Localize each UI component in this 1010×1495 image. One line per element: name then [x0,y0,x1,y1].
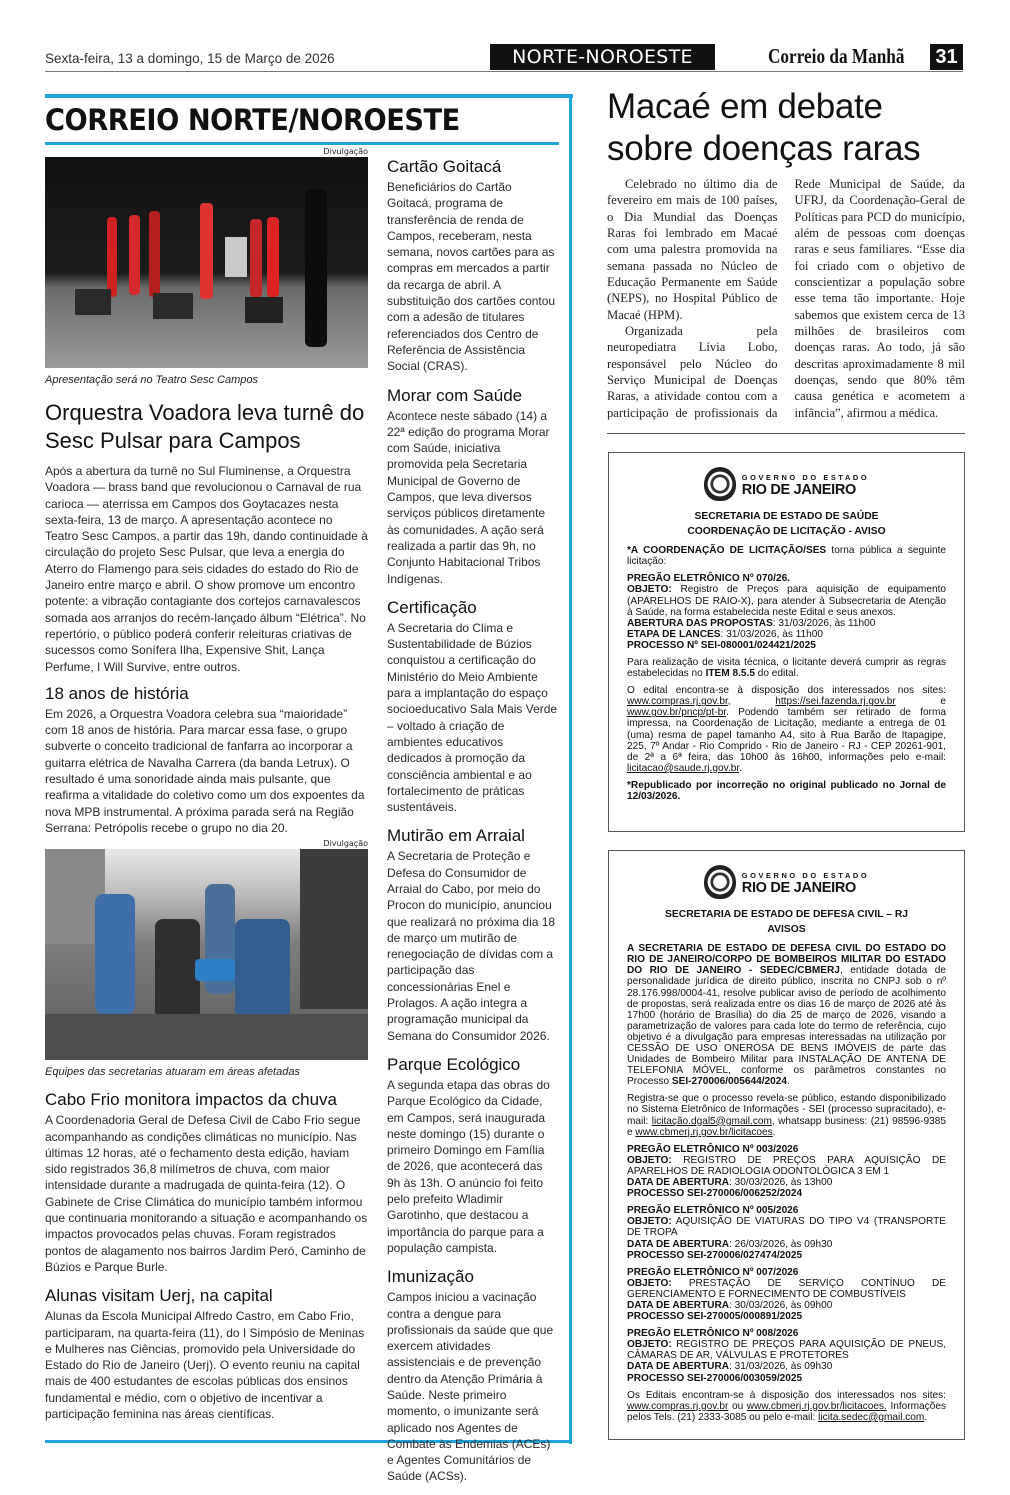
notice-text-segment: : 30/03/2026, às 09h00 [729,1299,833,1311]
notice-text-segment: OBJETO: [627,1154,672,1166]
frame-top-rule [45,94,573,98]
notice-paragraph [627,545,946,567]
brief-certificacao [387,597,559,816]
notice-text-segment: REGISTRO DE PREÇOS PARA AQUISIÇÃO DE PNEUS, CÂMARAS DE AR, VÁLVULAS E PROTETORES [627,1339,946,1362]
notice-paragraph [627,1205,946,1260]
notice-paragraph [627,657,946,679]
notice-paragraph [627,573,946,651]
logo-text: RIO DE JANEIRO [741,879,857,896]
notice-text-segment: Os Editais encontram-se à disposição dos interessados nos sites: [627,1389,946,1401]
brief-body: Acontece neste sábado (14) a 22ª edição do programa Morar com Saúde, iniciativa promovida pela Secretaria Municipal de Governo de Campos, que leva diversos serviços públicos diretamente às comunidades. A ação será realizada a partir das 9h, no Conjunto Habitacional Tribos Indígenas. [387,408,550,586]
right-column [607,86,965,1440]
notice-paragraph [627,780,946,802]
brief-body: Campos iniciou a vacinação contra a dengue para profissionais da saúde que que exercem atividades assistenciais e de prevenção dentro da Atenção Primária à Saúde. Neste primeiro momento, o imunizante será aplicado nos Agentes de Combate às Endemias (ACEs) e Agentes Comunitários de Saúde (ACSs). [387,1290,554,1484]
notice-paragraph [627,943,946,1087]
notice-text-segment: A SECRETARIA DE ESTADO DE DEFESA CIVIL DO ESTADO DO RIO DE JANEIRO/CORPO DE BOMBEIROS MILITAR DO ESTADO DO RIO DE JANEIRO - SEDEC/CBMERJ [627,943,946,977]
cabo-frio-body: A Coordenadoria Geral de Defesa Civil de Cabo Frio segue acompanhando as condições climáticas no município. Nas últimas 12 horas, até o fechamento desta edição, haviam sido registrados 36,8 milímetros de chuva, com maior intensidade durante a madrugada de quinta-feira (12). O Gabinete de Crise Climática do município também informou que continuaria monitorando a situação e acompanhando os impactos provocados pelas chuvas. Foram registrados pontos de alagamento nos bairros Jardim Peró, Caminho de Búzios e Parque Burle. [45,1113,368,1274]
legal-notice-defesa-civil [608,850,965,1440]
concert-photo [45,157,368,368]
notice-text-segment: OBJETO: [627,584,672,596]
main-article-subhead: 18 anos de história [45,683,189,703]
notice-text-segment: ITEM 8.5.5 [705,668,755,680]
notice-link[interactable]: www.cbmerj.rj.gov.br/licitacoes [635,1126,773,1138]
brief-body: Beneficiários do Cartão Goitacá, programa de transferência de renda de Campos, receberam, nesta semana, novos cartões para as compras em mercados a partir da recarga de abril. A substituição dos cartões contou com a adesão de titulares referenciados dos Centro de Referência de Assistência Social (CRAS). [387,180,556,374]
photo-credit: Divulgação [323,839,368,849]
notice-text-segment: DATA DE ABERTURA [627,1361,730,1373]
notice-text-segment: : 30/03/2026, às 13h00 [729,1177,833,1189]
header-divider [45,71,963,72]
notice-heading: SECRETARIA DE ESTADO DE SAÚDE [694,511,879,523]
macae-headline [607,86,965,170]
notice-link[interactable]: www.cbmerj.rj.gov.br/licitacoes. [746,1400,887,1412]
notice-text-segment: e [895,696,947,708]
notice-paragraph [627,1328,946,1383]
notice-text-segment: do edital. [754,668,799,680]
rj-government-logo [627,467,946,501]
brief-title: Morar com Saúde [387,385,523,405]
notice-link[interactable]: licitacao@saude.rj.gov.br [627,762,740,774]
notice-subheading: AVISOS [767,924,806,936]
photo-caption: Apresentação será no Teatro Sesc Campos [45,374,258,386]
macae-paragraph: Celebrado no último dia de fevereiro em mais de 100 países, o Dia Mundial das Doenças Raras foi lembrado em Macaé com uma palestra promovida na semana passada no Núcleo de Educação Permanente em Saúde (NEPS), no Hospital Público de Macaé (HPM). [607,177,778,322]
notice-text-segment: . [739,762,742,774]
uerj-headline: Alunas visitam Uerj, na capital [45,1286,273,1306]
notice-text-segment: PREGÃO ELETRÔNICO Nº 005/2026 [627,1205,799,1217]
logo-text: GOVERNO DO ESTADO [741,472,870,482]
notice-heading: SECRETARIA DE ESTADO DE DEFESA CIVIL – RJ [665,909,908,921]
frame-right-rule [569,94,572,1444]
brief-title: Cartão Goitacá [387,157,502,176]
notice-paragraph [627,685,946,774]
main-article-body: Após a abertura da turnê no Sul Fluminense, a Orquestra Voadora — brass band que revolucionou o Carnaval de rua carioca — aterrissa em Campos dos Goytacazes nesta sexta-feira, 13 de março. A apresentação acontece no Teatro Sesc Campos, a partir das 19h, dando continuidade à circulação do projeto Sesc Pulsar, que leva a energia do Aterro do Flamengo para seis cidades do estado do Rio de Janeiro entre março e abril. O show promove um encontro potente: a vibração contagiante dos cortejos carnavalescos somada aos arranjos do recém-lançado álbum “Elétrica”. No repertório, o público poderá conferir releituras criativas de sucessos como Sonífera Ilha, Expensive Shit, Lança Perfume, I Will Survive, entre outros. [45,464,368,674]
notice-text-segment: Registro de Preços para aquisição de equipamento (APARELHOS DE RAIO-X), para atender à Subsecretaria de Atenção à Saúde, na forma estabelecida neste Edital e seus anexos. [627,584,946,618]
notice-text-segment: OBJETO: [627,1216,672,1228]
notice-text [627,943,946,1423]
notice-link[interactable]: licitação.dgal5@gmail.com [651,1115,772,1127]
notice-paragraph [627,1093,946,1137]
brief-mutirao-arraial [387,825,559,1044]
brief-body: A segunda etapa das obras do Parque Ecológico da Cidade, em Campos, será inaugurada neste domingo (15) durante o primeiro Domingo em Família de 2026, que acontecerá das 9h às 13h. O anúncio foi feito pelo prefeito Wladimir Garotinho, que destacou a importância do parque para a população campista. [387,1077,550,1255]
notice-text-segment: REGISTRO DE PREÇOS PARA AQUISIÇÃO DE APARELHOS DE RADIOLOGIA ODONTOLÓGICA 3 EM 1 [627,1154,946,1177]
legal-notice-saude [608,452,965,832]
rj-coat-of-arms-icon [704,467,736,501]
notice-text-segment: PROCESSO SEI-270006/003059/2025 [627,1372,803,1384]
notice-text-segment: Informações pelos Tels. (21) 2333-3085 ou pelo e-mail: [627,1400,946,1423]
middle-column [387,156,559,1495]
notice-text-segment: DATA DE ABERTURA [627,1238,730,1250]
brief-title: Certificação [387,597,477,617]
rj-government-logo [627,865,946,899]
brief-imunizacao [387,1266,559,1485]
notice-text-segment: : 31/03/2026, às 09h30 [729,1361,833,1373]
brief-body: A Secretaria de Proteção e Defesa do Consumidor de Arraial do Cabo, por meio do Procon do município, anunciou que realizará no próxima dia 18 de março um mutirão de renegociação de dívidas com a participação das concessionárias Enel e Prolagos. A ação integra a programação municipal da Semana do Consumidor 2026. [387,849,556,1043]
cabo-frio-headline: Cabo Frio monitora impactos da chuva [45,1090,337,1110]
notice-text-segment: torna pública a seguinte licitação: [627,545,946,568]
notice-paragraph [627,1144,946,1199]
brief-parque-ecologico [387,1054,559,1256]
notice-text-segment: PROCESSO Nº SEI-080001/024421/2025 [627,639,816,651]
page-number: 31 [930,44,963,70]
notice-text-segment: , whatsapp business: (21) 98596-9385 e [627,1115,946,1138]
left-column [45,147,368,1422]
notice-paragraph [627,1390,946,1423]
section-title-underline [45,142,559,145]
notice-text-segment: , entidade dotada de personalidade jurídica de direito público, inscrita no CNPJ sob o nº 28.176.998/0004-41, resolve publicar aviso de período de acolhimento de propostas, será realizada entre os dias 16 de março de 2026 até às 17h00 (horário de Brasília) do dia 25 de março de 2026, visando a parametrização de valores para cada lote do termo de referência, cujo objetivo é a divulgação para empresas interessadas na utilização por CESSÃO DE USO ONEROSA DE BENS IMÓVEIS de parte das Unidades de Bombeiro Militar para INSTALAÇÃO DE ANTENA DE TELEFONIA MÓVEL, conforme os parâmetros constantes no Processo [627,965,946,1088]
notice-text-segment: DATA DE ABERTURA [627,1299,730,1311]
notice-text-segment: PREGÃO ELETRÔNICO Nº 008/2026 [627,1328,799,1340]
notice-text-segment: PREGÃO ELETRÔNICO Nº 070/26. [627,573,790,585]
macae-headline-line1: Macaé em debate [607,87,883,126]
notice-text-segment: Para realização de visita técnica, o licitante deverá cumprir as regras estabelecidas no [627,657,946,680]
notice-text-segment: O edital encontra-se à disposição dos interessados nos sites: [627,685,946,697]
notice-link[interactable]: www.gov.br/pncp/pt-br [627,707,727,719]
notice-text-segment: : 31/03/2026, às 11h00 [772,617,876,629]
section-title: CORREIO NORTE/NOROESTE [45,103,460,137]
notice-text-segment: PREGÃO ELETRÔNICO Nº 007/2026 [627,1266,799,1278]
notice-text-segment: . [924,1411,928,1423]
notice-link[interactable]: licita.sedec@gmail.com [818,1411,925,1423]
notice-text-segment: PROCESSO SEI-270006/027474/2025 [627,1249,803,1261]
macae-article-body [607,176,965,421]
notice-text-segment: ABERTURA DAS PROPOSTAS [627,617,773,629]
brief-body: A Secretaria do Clima e Sustentabilidade de Búzios conquistou a certificação do Ministério do Meio Ambiente para a implantação do espaço socioeducativo Sala Mais Verde – voltado à criação de ambientes educativos dedicados à promoção da consciência ambiental e ao fortalecimento de práticas sustentáveis. [387,620,558,815]
notice-text-segment: DATA DE ABERTURA [627,1177,730,1189]
section-tag: NORTE-NOROESTE [490,44,715,70]
logo-text: GOVERNO DO ESTADO [741,870,870,880]
photo-credit: Divulgação [323,147,368,156]
notice-text-segment: OBJETO: [627,1339,672,1351]
notice-text-segment: PROCESSO SEI-270005/000891/2025 [627,1311,803,1323]
notice-text-segment: AQUISIÇÃO DE VIATURAS DO TIPO V4 (TRANSPORTE DE TROPA [627,1216,946,1239]
logo-text: RIO DE JANEIRO [741,481,857,498]
macae-headline-line2: sobre doenças raras [607,129,921,168]
notice-text-segment: : 31/03/2026, às 11h00 [720,628,823,640]
notice-link[interactable]: www.compras.rj.gov.br [627,1400,729,1412]
main-article-body-2: Em 2026, a Orquestra Voadora celebra sua “maioridade” com 18 anos de história. Para marcar essa fase, o grupo subverte o conceito tradicional de fanfarra ao incorporar a guitarra elétrica de Navalha Carrera (da banda Letrux). O resultado é uma sonoridade ainda mais pulsante, que reafirma a vitalidade do coletivo como um dos expoentes da nova MPB instrumental. A próxima parada será na Região Serrana: Petrópolis recebe o grupo no dia 20. [45,706,365,835]
rj-coat-of-arms-icon [704,865,736,899]
brief-title: Parque Ecológico [387,1054,521,1074]
brief-title: Mutirão em Arraial [387,826,525,846]
notice-text [627,545,946,802]
notice-text-segment: PREGÃO ELETRÔNICO Nº 003/2026 [627,1143,799,1155]
notice-text-segment: PROCESSO SEI-270006/006252/2024 [627,1188,803,1200]
notice-text-segment: PRESTAÇÃO DE SERVIÇO CONTÍNUO DE GERENCIAMENTO E FORNECIMENTO DE COMBUSTÍVEIS [627,1277,946,1300]
edition-date: Sexta-feira, 13 a domingo, 15 de Março de 2026 [45,51,335,66]
notice-text-segment: ETAPA DE LANCES [627,628,721,640]
notice-text-segment: Registra-se que o processo revela-se público, estando disponibilizado no Sistema Eletrônico de Informações - SEI (processo supracitado), e-mail: [627,1093,946,1127]
brief-morar-com-saude [387,385,559,587]
notice-text-segment: . [772,1126,776,1138]
main-headline: Orquestra Voadora leva turnê do Sesc Pulsar para Campos [45,400,365,453]
notice-text-segment: SEI-270006/005644/2024 [671,1076,787,1088]
newspaper-brand: Correio da Manhã [768,44,905,68]
brief-title: Imunização [387,1267,474,1287]
notice-link[interactable]: https://sei.fazenda.rj.gov.br [775,696,896,708]
notice-text-segment: , [727,696,776,708]
uerj-body: Alunas da Escola Municipal Alfredo Castro, em Cabo Frio, participaram, na quarta-feira (11), do I Simpósio de Meninas e Mulheres nas Ciências, promovido pela Universidade do Estado do Rio de Janeiro (Uerj). O evento reuniu na capital mais de 400 estudantes de escolas públicas dos ensinos fundamental e médio, com o objetivo de incentivar a participação feminina nas áreas científicas. [45,1309,365,1421]
article-divider [607,433,965,434]
rain-workers-photo [45,849,368,1060]
notice-paragraph [627,1267,946,1322]
notice-text-segment: ou [728,1400,747,1412]
notice-text-segment: *A COORDENAÇÃO DE LICITAÇÃO/SES [627,545,827,557]
notice-text-segment: . [786,1076,790,1088]
photo-caption: Equipes das secretarias atuaram em áreas afetadas [45,1066,300,1079]
brief-cartao-goitaca [387,156,559,375]
notice-text-segment: : 26/03/2026, às 09h30 [729,1238,833,1250]
macae-paragraph: Organizada pela neuropediatra Lívia Lobo, responsável pelo Núcleo do Serviço Municipal de Doenças Raras, a atividade contou com a participação de profissionais da Rede Municipal de Saúde, da UFRJ, da Coordenação-Geral de Políticas para PCD do município, além de pessoas com doenças raras e seus familiares. “Esse dia foi criado com o objetivo de conscientizar a população sobre esse tema tão importante. Hoje sabemos que existem cerca de 13 milhões de brasileiros com doenças raras. Ao todo, já são descritas aproximadamente 8 mil doenças, sendo que 80% têm causa genética e acometem a infância”, afirmou a médica. [607,177,965,420]
notice-text-segment: *Republicado por incorreção no original publicado no Jornal de 12/03/2026. [627,779,946,803]
notice-subheading: COORDENAÇÃO DE LICITAÇÃO - AVISO [687,526,886,538]
notice-text-segment: OBJETO: [627,1277,672,1289]
notice-link[interactable]: www.compras.rj.gov.br [627,696,728,708]
notice-text-segment: . Podendo também ser retirado de forma impressa, na Coordenação de Licitação, mediante a entrega de 01 (uma) resma de papel tamanho A4, sito à Rua Barão de Itapagipe, 225, 7º Andar - Rio Comprido - Rio de Janeiro - RJ - CEP 20261-901, de 2ª a 6ª feira, das 10h00 às 16h00, informações pelo e-mail: [627,707,946,763]
